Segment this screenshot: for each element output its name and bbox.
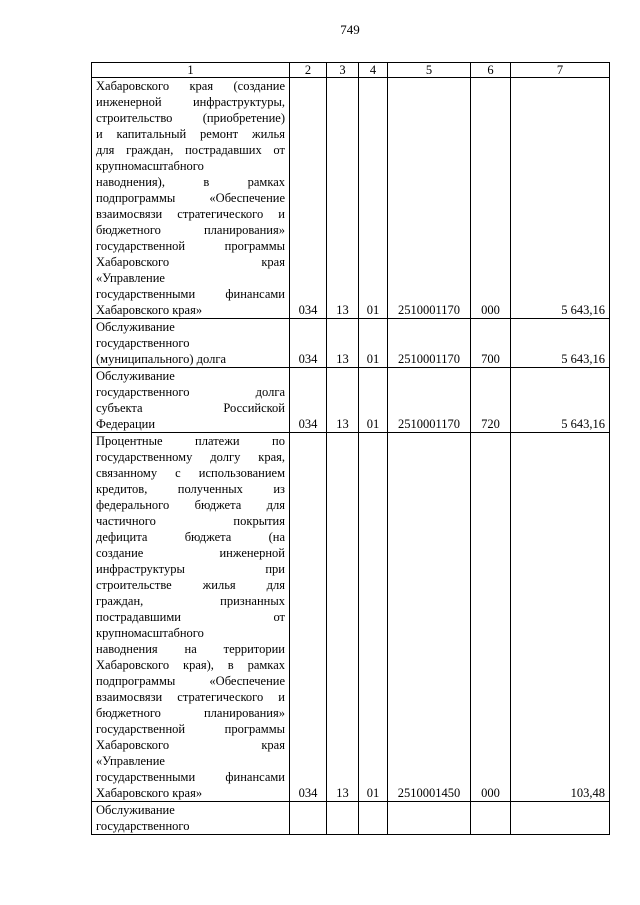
description-line: Обслуживание — [96, 369, 175, 383]
page-number: 749 — [340, 22, 360, 37]
table-row — [92, 368, 610, 433]
ministry-code-cell: 034 — [290, 319, 327, 368]
target-article-cell: 2510001170 — [388, 319, 471, 368]
section-code-cell: 13 — [327, 78, 359, 319]
amount-cell — [511, 802, 610, 835]
ministry-code-cell: 034 — [290, 433, 327, 802]
subsection-code-cell: 01 — [359, 78, 388, 319]
description-line: крупномасштабного — [96, 159, 204, 173]
amount-cell: 103,48 — [511, 433, 610, 802]
description-line: кредитов, полученных из — [96, 482, 285, 496]
target-article-cell: 2510001170 — [388, 368, 471, 433]
description-line: подпрограммы «Обеспечение — [96, 674, 285, 688]
ministry-code-cell: 034 — [290, 78, 327, 319]
description-line: бюджетного планирования» — [96, 223, 285, 237]
description-line: государственной программы — [96, 239, 285, 253]
column-header: 4 — [359, 63, 388, 78]
description-line: инфраструктуры при — [96, 562, 285, 576]
description-line: создание инженерной — [96, 546, 285, 560]
target-article-cell: 2510001450 — [388, 433, 471, 802]
budget-table — [91, 62, 610, 835]
description-line: государственного — [96, 819, 190, 833]
description-line: государственными финансами — [96, 770, 285, 784]
description-line: строительство (приобретение) — [96, 111, 285, 125]
description-line: Процентные платежи по — [96, 434, 285, 448]
description-line: федерального бюджета для — [96, 498, 285, 512]
section-code-cell — [327, 802, 359, 835]
subsection-code-cell: 01 — [359, 319, 388, 368]
description-line: «Управление — [96, 754, 165, 768]
expense-type-cell: 720 — [471, 368, 511, 433]
description-line: связанному с использованием — [96, 466, 285, 480]
description-line: крупномасштабного — [96, 626, 204, 640]
section-code-cell: 13 — [327, 319, 359, 368]
target-article-cell: 2510001170 — [388, 78, 471, 319]
column-header: 7 — [511, 63, 610, 78]
description-line: строительстве жилья для — [96, 578, 285, 592]
description-line: Хабаровского края), в рамках — [96, 658, 285, 672]
section-code-cell: 13 — [327, 368, 359, 433]
description-line: Обслуживание — [96, 320, 175, 334]
description-line: Хабаровского края» — [96, 786, 203, 800]
expense-type-cell — [471, 802, 511, 835]
description-line: государственного долга — [96, 385, 285, 399]
description-line: граждан, признанных — [96, 594, 285, 608]
row-description — [92, 368, 290, 433]
description-line: взаимосвязи стратегического и — [96, 690, 285, 704]
description-line: Обслуживание — [96, 803, 175, 817]
table-row — [92, 802, 610, 835]
subsection-code-cell: 01 — [359, 433, 388, 802]
table-body — [92, 78, 610, 835]
table-row — [92, 319, 610, 368]
description-line: взаимосвязи стратегического и — [96, 207, 285, 221]
column-header: 5 — [388, 63, 471, 78]
row-description — [92, 433, 290, 802]
expense-type-cell: 000 — [471, 78, 511, 319]
description-line: Хабаровского края» — [96, 303, 203, 317]
ministry-code-cell: 034 — [290, 368, 327, 433]
description-line: дефицита бюджета (на — [96, 530, 285, 544]
description-line: государственного — [96, 336, 190, 350]
amount-cell: 5 643,16 — [511, 78, 610, 319]
description-line: государственной программы — [96, 722, 285, 736]
ministry-code-cell — [290, 802, 327, 835]
subsection-code-cell: 01 — [359, 368, 388, 433]
description-line: (муниципального) долга — [96, 352, 227, 366]
table-row — [92, 433, 610, 802]
description-line: и капитальный ремонт жилья — [96, 127, 285, 141]
description-line: бюджетного планирования» — [96, 706, 285, 720]
description-line: государственными финансами — [96, 287, 285, 301]
column-header: 3 — [327, 63, 359, 78]
description-line: наводнения на территории — [96, 642, 285, 656]
description-line: субъекта Российской — [96, 401, 285, 415]
table-row — [92, 78, 610, 319]
expense-type-cell: 000 — [471, 433, 511, 802]
description-line: для граждан, пострадавших от — [96, 143, 285, 157]
column-header: 1 — [92, 63, 290, 78]
column-header: 2 — [290, 63, 327, 78]
description-line: Хабаровского края — [96, 738, 285, 752]
description-line: «Управление — [96, 271, 165, 285]
description-line: Хабаровского края (создание — [96, 79, 285, 93]
target-article-cell — [388, 802, 471, 835]
description-line: Федерации — [96, 417, 156, 431]
row-description — [92, 319, 290, 368]
description-line: государственному долгу края, — [96, 450, 285, 464]
column-header: 6 — [471, 63, 511, 78]
amount-cell: 5 643,16 — [511, 319, 610, 368]
amount-cell: 5 643,16 — [511, 368, 610, 433]
subsection-code-cell — [359, 802, 388, 835]
row-description — [92, 78, 290, 319]
section-code-cell: 13 — [327, 433, 359, 802]
row-description — [92, 802, 290, 835]
header-row — [92, 63, 610, 78]
description-line: частичного покрытия — [96, 514, 285, 528]
description-line: пострадавшими от — [96, 610, 285, 624]
description-line: наводнения), в рамках — [96, 175, 285, 189]
description-line: Хабаровского края — [96, 255, 285, 269]
expense-type-cell: 700 — [471, 319, 511, 368]
description-line: подпрограммы «Обеспечение — [96, 191, 285, 205]
description-line: инженерной инфраструктуры, — [96, 95, 285, 109]
